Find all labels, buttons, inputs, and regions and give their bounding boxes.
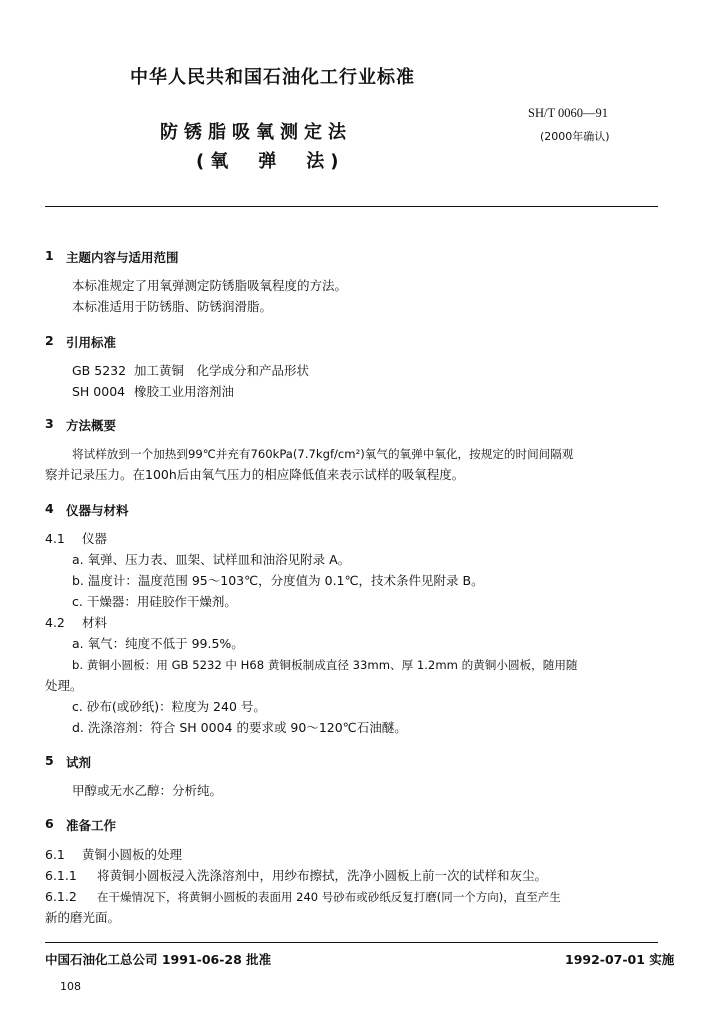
list-item: a. 氧气：纯度不低于 99.5%。	[72, 636, 244, 651]
confirmation-note: (2000年确认)	[540, 130, 610, 143]
approval-line: 中国石油化工总公司 1991-06-28 批准	[45, 952, 272, 967]
section-2-number: 2	[45, 333, 54, 348]
subsection-4-2-number: 4.2	[45, 615, 65, 630]
list-item: d. 洗涤溶剂：符合 SH 0004 的要求或 90～120℃石油醚。	[72, 720, 407, 735]
section-5-number: 5	[45, 753, 54, 768]
document-title: 防锈脂吸氧测定法	[160, 122, 352, 143]
list-item: 处理。	[45, 678, 83, 693]
section-3-title: 方法概要	[66, 418, 117, 433]
section-1-paragraph: 本标准适用于防锈脂、防锈润滑脂。	[72, 299, 273, 314]
subsection-6-1-title: 黄铜小圆板的处理	[82, 847, 183, 862]
page-number: 108	[60, 980, 81, 993]
subsection-6-1-2-number: 6.1.2	[45, 889, 77, 904]
section-3-paragraph: 将试样放到一个加热到99℃并充有760kPa(7.7kgf/cm²)氧气的氧弹中氧化，按规定的时间间隔观	[72, 447, 574, 461]
list-item: a. 氧弹、压力表、皿架、试样皿和油浴见附录 A。	[72, 552, 351, 567]
reference-code: GB 5232	[72, 363, 127, 378]
list-item: c. 干燥器：用硅胶作干燥剂。	[72, 594, 237, 609]
section-1-title: 主题内容与适用范围	[66, 250, 179, 265]
section-1-number: 1	[45, 248, 54, 263]
list-item: c. 砂布(或砂纸)：粒度为 240 号。	[72, 699, 266, 714]
section-4-number: 4	[45, 501, 54, 516]
reference-title: 加工黄铜 化学成分和产品形状	[134, 363, 310, 378]
section-3-number: 3	[45, 416, 54, 431]
subsection-4-1-number: 4.1	[45, 531, 65, 546]
footer-rule	[45, 942, 658, 943]
header-rule	[45, 206, 658, 207]
reference-code: SH 0004	[72, 384, 126, 399]
section-6-number: 6	[45, 816, 54, 831]
subsection-6-1-2-text: 在干燥情况下，将黄铜小圆板的表面用 240 号砂布或砂纸反复打磨(同一个方向)，直至产生	[97, 890, 561, 904]
section-6-title: 准备工作	[66, 818, 117, 833]
section-1-paragraph: 本标准规定了用氧弹测定防锈脂吸氧程度的方法。	[72, 278, 348, 293]
list-item: b. 温度计：温度范围 95～103℃，分度值为 0.1℃，技术条件见附录 B。	[72, 573, 484, 588]
section-5-title: 试剂	[66, 755, 92, 770]
subsection-4-1-title: 仪器	[82, 531, 108, 546]
section-3-paragraph: 察并记录压力。在100h后由氧气压力的相应降低值来表示试样的吸氧程度。	[45, 467, 465, 482]
org-title: 中华人民共和国石油化工行业标准	[130, 67, 415, 88]
standard-number: SH/T 0060—91	[528, 106, 608, 120]
subsection-6-1-2-text: 新的磨光面。	[45, 910, 121, 925]
subsection-6-1-1-text: 将黄铜小圆板浸入洗涤溶剂中，用纱布擦拭，洗净小圆板上前一次的试样和灰尘。	[97, 868, 548, 883]
reference-title: 橡胶工业用溶剂油	[134, 384, 235, 399]
effective-date: 1992-07-01 实施	[565, 952, 675, 967]
section-4-title: 仪器与材料	[66, 503, 129, 518]
subsection-4-2-title: 材料	[82, 615, 108, 630]
list-item: b. 黄铜小圆板：用 GB 5232 中 H68 黄铜板制成直径 33mm、厚 1.2mm 的黄铜小圆板，随用随	[72, 658, 578, 672]
document-subtitle: (氧 弹 法)	[196, 151, 345, 172]
subsection-6-1-1-number: 6.1.1	[45, 868, 77, 883]
subsection-6-1-number: 6.1	[45, 847, 65, 862]
section-5-paragraph: 甲醇或无水乙醇：分析纯。	[72, 783, 223, 798]
section-2-title: 引用标准	[66, 335, 117, 350]
